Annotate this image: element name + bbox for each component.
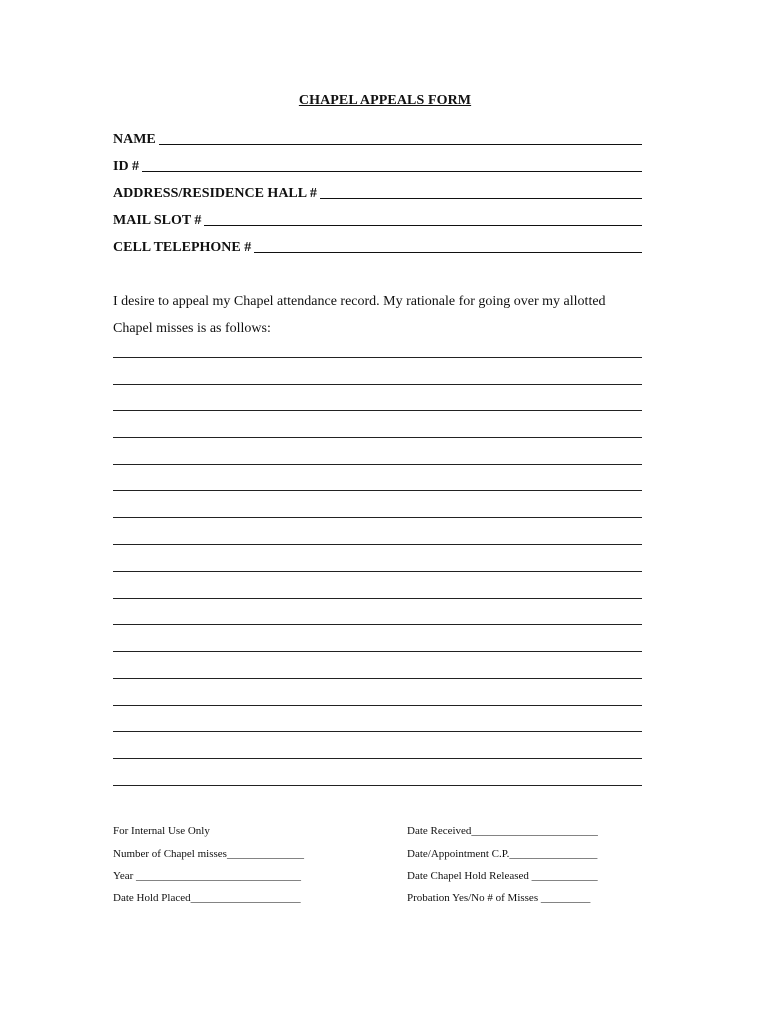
id-label: ID # xyxy=(113,159,140,174)
date-hold-released-field[interactable]: Date Chapel Hold Released ____________ xyxy=(407,870,598,882)
name-label: NAME xyxy=(113,132,156,147)
rationale-write-line[interactable] xyxy=(113,464,642,465)
address-input-line[interactable] xyxy=(320,198,642,199)
id-input-line[interactable] xyxy=(142,171,642,172)
rationale-write-line[interactable] xyxy=(113,624,642,625)
rationale-write-line[interactable] xyxy=(113,357,642,358)
name-field[interactable] xyxy=(113,128,642,148)
date-hold-placed-field[interactable]: Date Hold Placed____________________ xyxy=(113,892,301,904)
rationale-write-line[interactable] xyxy=(113,598,642,599)
address-label: ADDRESS/RESIDENCE HALL # xyxy=(113,186,317,201)
internal-use-heading: For Internal Use Only xyxy=(113,825,210,837)
rationale-write-line[interactable] xyxy=(113,517,642,518)
cell-telephone-field[interactable] xyxy=(113,236,642,256)
address-field[interactable] xyxy=(113,182,642,202)
rationale-write-line[interactable] xyxy=(113,758,642,759)
rationale-write-line[interactable] xyxy=(113,651,642,652)
rationale-write-line[interactable] xyxy=(113,731,642,732)
rationale-write-line[interactable] xyxy=(113,437,642,438)
rationale-write-line[interactable] xyxy=(113,544,642,545)
id-field[interactable] xyxy=(113,155,642,175)
mail-slot-input-line[interactable] xyxy=(204,225,642,226)
rationale-write-line[interactable] xyxy=(113,410,642,411)
name-input-line[interactable] xyxy=(159,144,642,145)
rationale-write-line[interactable] xyxy=(113,384,642,385)
rationale-write-line[interactable] xyxy=(113,705,642,706)
rationale-write-line[interactable] xyxy=(113,785,642,786)
cell-telephone-input-line[interactable] xyxy=(254,252,642,253)
form-title: CHAPEL APPEALS FORM xyxy=(298,93,472,108)
rationale-text xyxy=(113,288,653,342)
year-field[interactable]: Year ______________________________ xyxy=(113,870,302,882)
mail-slot-label: MAIL SLOT # xyxy=(113,213,202,228)
rationale-write-line[interactable] xyxy=(113,571,642,572)
date-appointment-field[interactable]: Date/Appointment C.P.________________ xyxy=(407,848,598,860)
probation-misses-field[interactable]: Probation Yes/No # of Misses _________ xyxy=(407,892,591,904)
rationale-line-1: I desire to appeal my Chapel attendance record. My rationale for going over my allotted xyxy=(113,294,606,309)
cell-telephone-label: CELL TELEPHONE # xyxy=(113,240,252,255)
date-received-field[interactable]: Date Received_______________________ xyxy=(407,825,598,837)
chapel-misses-field[interactable]: Number of Chapel misses______________ xyxy=(113,848,304,860)
rationale-write-line[interactable] xyxy=(113,678,642,679)
mail-slot-field[interactable] xyxy=(113,209,642,229)
rationale-write-line[interactable] xyxy=(113,490,642,491)
rationale-line-2: Chapel misses is as follows: xyxy=(113,321,271,336)
